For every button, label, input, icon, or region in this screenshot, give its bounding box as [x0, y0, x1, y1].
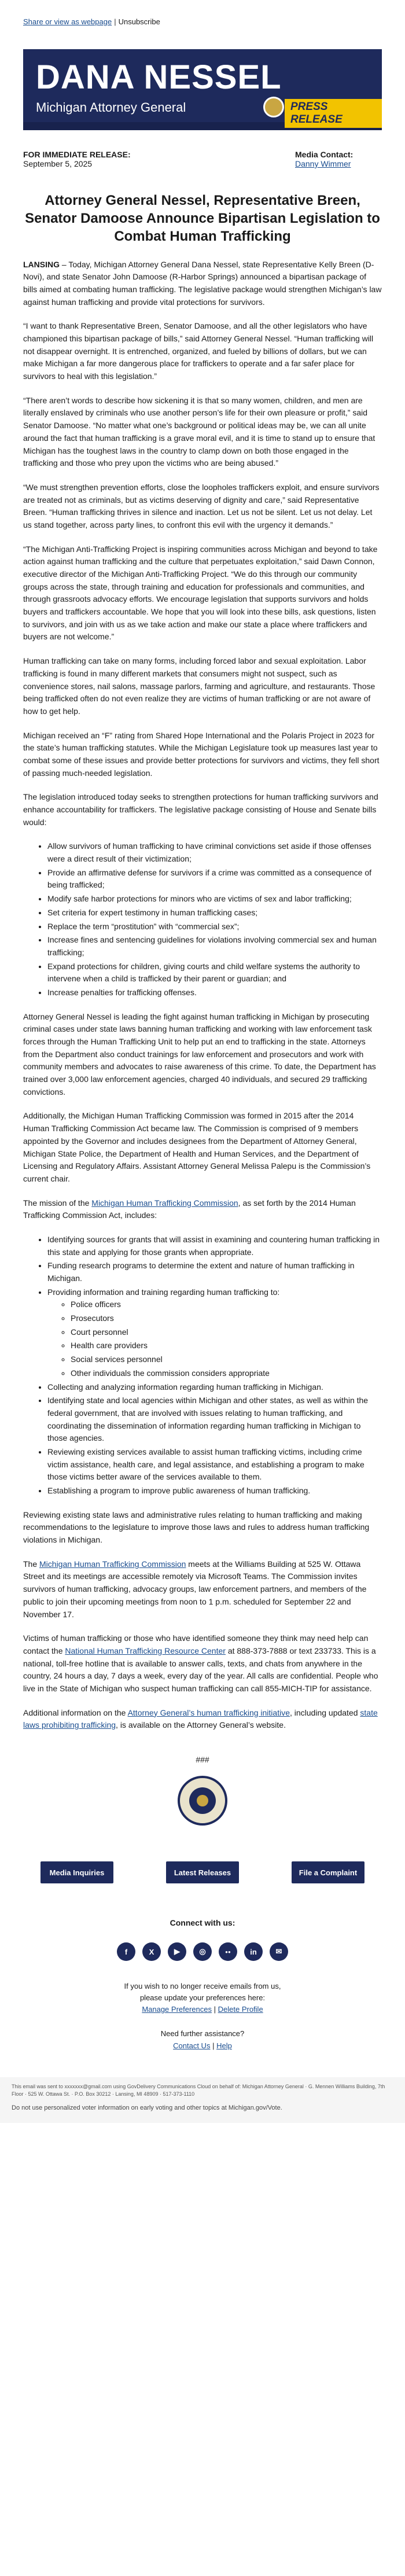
latest-releases-button[interactable]: Latest Releases: [166, 1861, 239, 1883]
youtube-icon[interactable]: ▶: [168, 1942, 186, 1961]
paragraph-text: Victims of human trafficking or those who have identified someone they think may need help can contact the: [23, 1633, 369, 1655]
paragraph-text: Additional information on the: [23, 1707, 128, 1717]
training-audience-list: [47, 1298, 382, 1379]
sub-list-item: ◦ Court personnel: [71, 1326, 382, 1339]
paragraph: “The Michigan Anti-Trafficking Project is inspiring communities across Michigan and beyond to take action against human trafficking and the culture that perpetuates exploitation,” said Dawn Connon, executive director of the Michigan Anti-Trafficking Project. “We do this through our community groups across the state, through training and education for professionals and communities, and through grassroots advocacy efforts. We encourage legislation that supports survivors and holds buyers and traffickers accountable. We hope that you will look into these bills, ask questions, listen to survivors, and join with us as we take action and make our state a place where traffickers and buyers are not welcome.”: [23, 544, 378, 642]
instagram-icon[interactable]: ◎: [193, 1942, 212, 1961]
sub-list-item: ◦ Other individuals the commission considers appropriate: [71, 1367, 382, 1380]
release-meta: [23, 150, 382, 168]
list-item: • Expand protections for children, giving courts and child welfare systems the authority to intervene when a child is trafficked by their parent or guardian; and: [47, 961, 382, 985]
list-item: • Identifying sources for grants that will assist in examining and countering human trafficking in this state and applying for those grants when appropriate.: [47, 1234, 382, 1258]
trafficking-initiative-link[interactable]: Attorney General’s human trafficking initiative: [127, 1707, 290, 1717]
email-header-links: [0, 0, 405, 34]
paragraph: [23, 259, 382, 309]
sub-list-item: ◦ Police officers: [71, 1298, 382, 1311]
unsubscribe-link[interactable]: Unsubscribe: [118, 17, 160, 26]
link-separator: |: [213, 2005, 216, 2014]
help-link[interactable]: Help: [216, 2041, 232, 2050]
commission-link[interactable]: Michigan Human Trafficking Commission: [91, 1198, 238, 1208]
paragraph: [23, 1558, 382, 1621]
media-inquiries-button[interactable]: Media Inquiries: [41, 1861, 113, 1883]
end-marker: ###: [196, 1755, 209, 1764]
x-icon[interactable]: X: [142, 1942, 161, 1961]
release-info: [23, 150, 131, 168]
link-separator: |: [212, 2041, 215, 2050]
list-item: • Replace the term “prostitution” with “commercial sex”;: [47, 921, 382, 933]
list-item: • Increase fines and sentencing guidelines for violations involving commercial sex and human trafficking;: [47, 934, 382, 959]
list-item: • Collecting and analyzing information regarding human trafficking in Michigan.: [47, 1381, 382, 1394]
banner-name: DANA NESSEL: [36, 58, 282, 96]
article-body: [23, 259, 382, 1732]
ag-seal-icon: [263, 97, 284, 117]
footer-buttons: [41, 1861, 365, 1883]
linkedin-icon[interactable]: in: [244, 1942, 263, 1961]
list-item: • Modify safe harbor protections for minors who are victims of sex and labor trafficking;: [47, 893, 382, 906]
view-as-webpage-link[interactable]: Share or view as webpage: [23, 17, 112, 26]
press-release-banner: [23, 49, 382, 130]
voter-info-text: Do not use personalized voter information on early voting and other topics at Michigan.gov/Vote.: [12, 2104, 282, 2111]
media-contact-label: Media Contact:: [295, 150, 354, 159]
list-item: • Establishing a program to improve public awareness of human trafficking.: [47, 1485, 382, 1497]
paragraph: [23, 1707, 382, 1732]
assistance-question: Need further assistance?: [160, 2029, 245, 2038]
commission-mission-list: [23, 1234, 382, 1497]
paragraph-text: The: [23, 1559, 40, 1569]
bill-provisions-list: [23, 840, 382, 999]
assistance-block: [0, 2028, 405, 2051]
list-item: • Reviewing existing services available to assist human trafficking victims, including crime victim assistance, health care, and legal assistance, and establishing a program to make those victims better aware of the services available to them.: [47, 1446, 382, 1484]
paragraph-text: , is available on the Attorney General’s website.: [116, 1720, 286, 1730]
paragraph: [23, 1197, 382, 1222]
sub-list-item: ◦ Health care providers: [71, 1339, 382, 1352]
headline: Attorney General Nessel, Representative Breen, Senator Damoose Announce Bipartisan Legislation to Combat Human Trafficking: [25, 193, 380, 245]
paragraph: Additionally, the Michigan Human Trafficking Commission was formed in 2015 after the 2014 Human Trafficking Commission Act became law. The Commission is comprised of 9 members appointed by the Governor and includes designees from the Department of Attorney General, Michigan State Police, the Department of Health and Human Services, and the Department of Licensing and Regulatory Affairs. Assistant Attorney General Melissa Palepu is the Commission’s current chair.: [23, 1111, 371, 1183]
paragraph: The legislation introduced today seeks to strengthen protections for human trafficking survivors and enhance accountability for traffickers. The legislative package consisting of House and Senate bills would:: [23, 792, 378, 827]
paragraph: “There aren’t words to describe how sickening it is that so many women, children, and men are literally enslaved by criminals who use another person’s life for their own pleasure or profit,” said Senator Damoose. “No matter what one’s background or political ideas may be, we can all unite around the fact that human trafficking is a grave moral evil, and it is time to stand up to ensure that Michigan has the toughest laws in the country to clamp down on both those engaged in the trafficking and those who prey upon the victims who are being abused.”: [23, 395, 375, 468]
dateline: LANSING: [23, 259, 60, 269]
list-item: • Allow survivors of human trafficking to have criminal convictions set aside if those offenses were a direct result of their victimization;: [47, 840, 382, 865]
banner-subtitle: Michigan Attorney General: [36, 100, 186, 115]
delete-profile-link[interactable]: Delete Profile: [218, 2005, 263, 2014]
paragraph-text: The mission of the: [23, 1198, 92, 1208]
file-complaint-button[interactable]: File a Complaint: [292, 1861, 365, 1883]
paragraph: “I want to thank Representative Breen, Senator Damoose, and all the other legislators who have championed this bipartisan package of bills,” said Attorney General Nessel. “Human trafficking will not disappear overnight. It is entrenched, organized, and fueled by billions of dollars, but we can make Michigan a far more dangerous place for traffickers to operate and a far safer place for survivors to heal with this legislation.”: [23, 321, 374, 381]
manage-preferences-link[interactable]: Manage Preferences: [142, 2005, 212, 2014]
social-links: [0, 1942, 405, 1961]
paragraph-text: meets at the Williams Building at 525 W. Ottawa Street and its meetings are accessible remotely via Microsoft Teams. The Commission invites survivors of human trafficking, advocacy groups, law enforcement partners, and members of the public to join their upcoming meetings from noon to 1 p.m. scheduled for September 22 and November 17.: [23, 1559, 367, 1619]
seal-center: [197, 1795, 208, 1806]
sub-list-item: ◦ Prosecutors: [71, 1312, 382, 1325]
sub-list-item: ◦ Social services personnel: [71, 1353, 382, 1366]
paragraph: [23, 1632, 382, 1695]
media-contact-link[interactable]: Danny Wimmer: [295, 159, 351, 168]
unsub-text: If you wish to no longer receive emails from us,: [124, 1982, 281, 1990]
list-item: • Provide an affirmative defense for survivors if a crime was committed as a consequence of being trafficked;: [47, 867, 382, 892]
paragraph: Human trafficking can take on many forms, including forced labor and sexual exploitation. Labor trafficking is found in many different markets that consumers might not suspect, such as convenience stores, nail salons, massage parlors, farming and agriculture, and restaurants. Those being trafficked often do not even realize they are victims of human trafficking or are not aware of how to get help.: [23, 656, 375, 716]
resource-center-link[interactable]: National Human Trafficking Resource Center: [65, 1646, 226, 1655]
flickr-icon[interactable]: ●●: [219, 1942, 237, 1961]
unsubscribe-block: [0, 1981, 405, 2015]
email-icon[interactable]: ✉: [270, 1942, 288, 1961]
list-item: • Increase penalties for trafficking offenses.: [47, 987, 382, 999]
paragraph-text: at 888-373-7888 or text 233733. This is a national, toll-free hotline that is available to answer calls, texts, and chats from anywhere in the country, 24 hours a day, 7 days a week, every day of the year. All calls are confidential. People who live in the State of Michigan who suspect human trafficking can call 855-MICH-TIP for assistance.: [23, 1646, 378, 1693]
list-item: • Set criteria for expert testimony in human trafficking cases;: [47, 907, 382, 919]
preference-links: [0, 2004, 405, 2015]
paragraph: Reviewing existing state laws and administrative rules relating to human trafficking and making recommendations to the legislature to improve those laws and rules to address human trafficking violations in Michigan.: [23, 1510, 370, 1545]
list-item: [47, 1286, 382, 1380]
header-separator: |: [114, 17, 116, 26]
paragraph-text: , as set forth by the 2014 Human Trafficking Commission Act, includes:: [23, 1198, 356, 1220]
media-contact: [295, 150, 382, 168]
state-laws-link[interactable]: state laws prohibiting trafficking: [23, 1707, 378, 1730]
release-label: FOR IMMEDIATE RELEASE:: [23, 150, 131, 159]
email-disclaimer: [0, 2077, 405, 2124]
list-item-text: Providing information and training regarding human trafficking to:: [47, 1287, 280, 1297]
press-release-badge: PRESS RELEASE: [285, 99, 382, 128]
paragraph: Michigan received an “F” rating from Shared Hope International and the Polaris Project in 2023 for the state’s human trafficking statutes. While the Michigan Legislature took up measures last year to combat some of these issues and provide better protections for survivors and victims, they fell short of passing much-needed legislation.: [23, 730, 380, 778]
list-item: • Funding research programs to determine the extent and nature of human trafficking in Michigan.: [47, 1260, 382, 1285]
release-date: September 5, 2025: [23, 159, 93, 168]
commission-link[interactable]: Michigan Human Trafficking Commission: [39, 1559, 186, 1569]
contact-us-link[interactable]: Contact Us: [173, 2041, 211, 2050]
assistance-links: [0, 2040, 405, 2052]
list-item: • Identifying state and local agencies within Michigan and other states, as well as within the federal government, that are involved with issues relating to human trafficking, and coordinating the dissemination of information regarding human trafficking in Michigan to those agencies.: [47, 1394, 382, 1445]
connect-heading: Connect with us:: [170, 1918, 235, 1927]
disclaimer-text: This email was sent to xxxxxxx@gmail.com using GovDelivery Communications Cloud on behalf of: Michigan Attorney General · G. Mennen Williams Building, 7th Floor · 525 W. Ottawa St. · P.O. Box 30212 · Lansing, MI 48909 · 517-373-1110: [12, 2083, 385, 2097]
unsub-text: please update your preferences here:: [139, 1993, 266, 2003]
paragraph-text: , including updated: [289, 1707, 360, 1717]
paragraph-text: – Today, Michigan Attorney General Dana Nessel, state Representative Kelly Breen (D-Novi), and state Senator John Damoose (R-Harbor Springs) announced a bipartisan package of bills aimed at combating human trafficking. The legislative package would strengthen Michigan’s law against human trafficking and provide vital protections for survivors.: [23, 259, 382, 307]
facebook-icon[interactable]: f: [117, 1942, 135, 1961]
paragraph: “We must strengthen prevention efforts, close the loopholes traffickers exploit, and ensure survivors are treated not as criminals, but as victims deserving of dignity and care,” said Representative Breen. “Human trafficking thrives in silence and inaction. Let us not be silent. Let us not delay. Let us stand together, across party lines, to confront this evil with the urgency it demands.”: [23, 482, 380, 529]
paragraph: Attorney General Nessel is leading the fight against human trafficking in Michigan by prosecuting criminal cases under state laws banning human trafficking and working with law enforcement task forces through the Human Trafficking Unit to help put an end to trafficking in the state. Attorneys from the Department also conduct trainings for law enforcement and prosecutors and work with community members and advocates to raise awareness of this crime. To date, the Department has trained over 3,000 law enforcement agencies, charged 40 individuals, and secured 29 trafficking convictions.: [23, 1011, 376, 1096]
state-seal-icon: [178, 1776, 227, 1826]
